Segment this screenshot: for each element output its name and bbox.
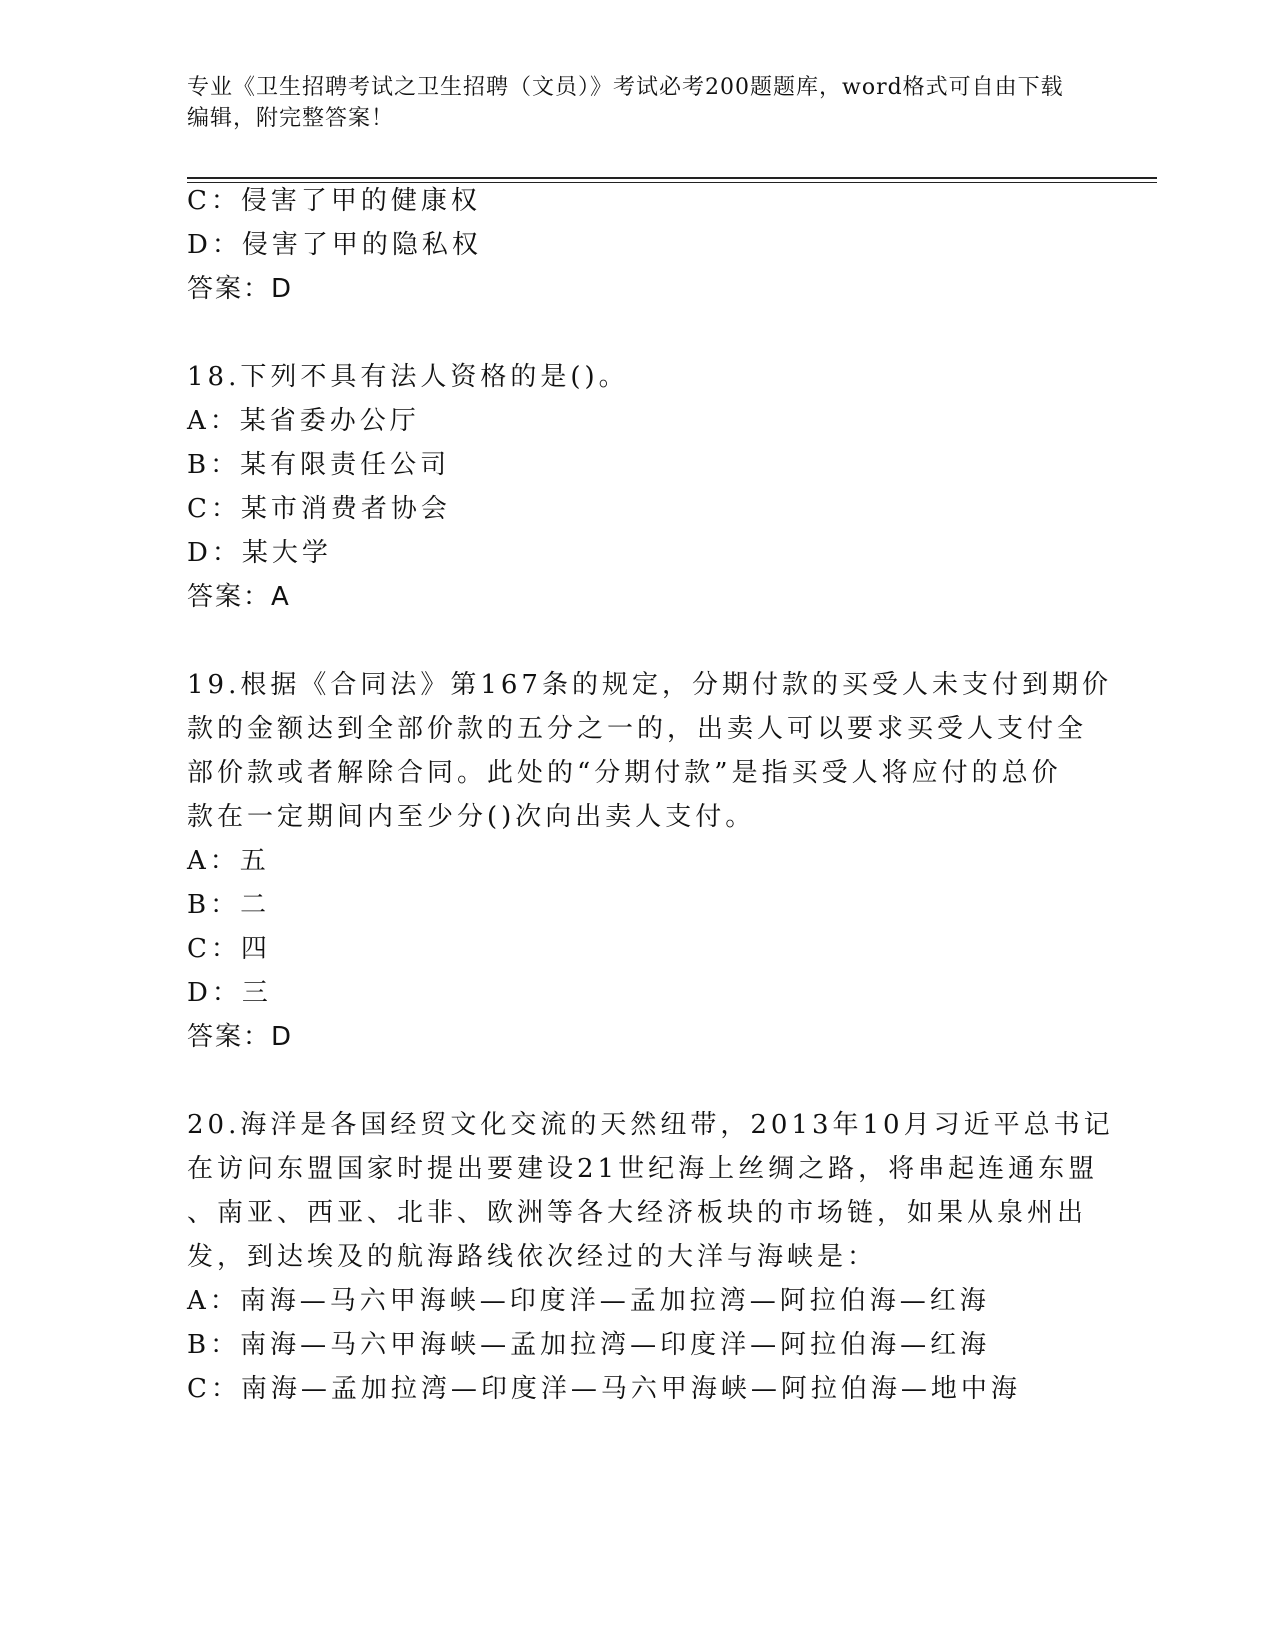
option-c: C：侵害了甲的健康权: [187, 186, 481, 216]
question-20-line: 20.海洋是各国经贸文化交流的天然纽带，2013年10月习近平总书记: [187, 1110, 1114, 1140]
option-d: D：三: [187, 978, 272, 1008]
question-20-line: 、南亚、西亚、北非、欧洲等各大经济板块的市场链，如果从泉州出: [187, 1198, 1088, 1228]
document-header: 专业《卫生招聘考试之卫生招聘（文员）》考试必考200题题库，word格式可自由下载编辑，附完整答案！: [187, 75, 1064, 131]
option-d: D：某大学: [187, 538, 332, 568]
question-18: 18.下列不具有法人资格的是()。: [187, 362, 629, 392]
option-c: C：某市消费者协会: [187, 494, 451, 524]
option-d: D：侵害了甲的隐私权: [187, 230, 482, 260]
option-a: A：五: [187, 846, 270, 876]
option-a: A：南海—马六甲海峡—印度洋—孟加拉湾—阿拉伯海—红海: [187, 1286, 990, 1316]
option-b: B：某有限责任公司: [187, 450, 451, 480]
header-rule-thin: [187, 182, 1157, 183]
question-19-line: 部价款或者解除合同。此处的“分期付款”是指买受人将应付的总价: [187, 758, 1062, 788]
question-19-line: 款在一定期间内至少分()次向出卖人支付。: [187, 802, 756, 832]
option-b: B：二: [187, 890, 271, 920]
answer-line: 答案：D: [187, 274, 294, 304]
answer-line: 答案：D: [187, 1022, 294, 1052]
question-19-line: 款的金额达到全部价款的五分之一的，出卖人可以要求买受人支付全: [187, 714, 1088, 744]
answer-line: 答案：A: [187, 582, 291, 612]
question-20-line: 发，到达埃及的航海路线依次经过的大洋与海峡是：: [187, 1242, 878, 1272]
option-a: A：某省委办公厅: [187, 406, 420, 436]
question-19-line: 19.根据《合同法》第167条的规定，分期付款的买受人未支付到期价: [187, 670, 1112, 700]
header-rule-thick: [187, 177, 1157, 179]
option-b: B：南海—马六甲海峡—孟加拉湾—印度洋—阿拉伯海—红海: [187, 1330, 991, 1360]
option-c: C：四: [187, 934, 271, 964]
option-c: C：南海—孟加拉湾—印度洋—马六甲海峡—阿拉伯海—地中海: [187, 1374, 1021, 1404]
question-20-line: 在访问东盟国家时提出要建设21世纪海上丝绸之路，将串起连通东盟: [187, 1154, 1099, 1184]
